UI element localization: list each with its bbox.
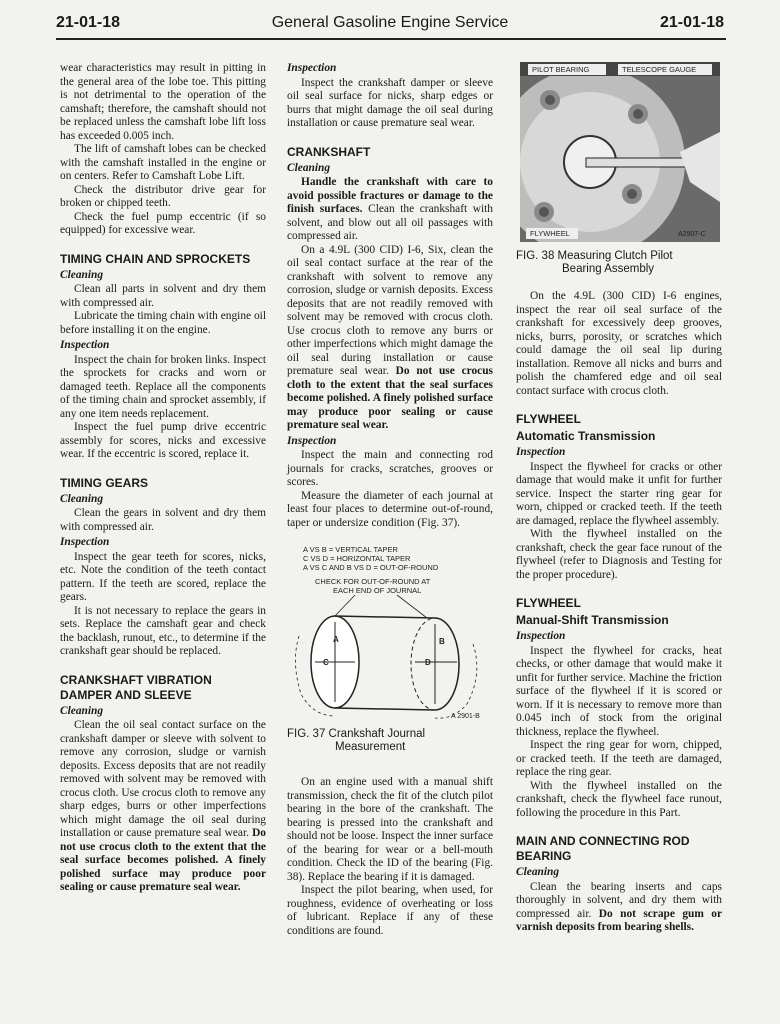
- section-heading: CRANKSHAFT: [287, 144, 371, 159]
- warning-text: Do not scrape gum or varnish deposits from bearing shells.: [516, 907, 722, 933]
- label-a: A: [333, 635, 339, 644]
- column-3: [516, 62, 722, 935]
- paragraph: Check the distributor drive gear for broken or chipped teeth.: [60, 183, 266, 209]
- label-b: B: [439, 637, 445, 646]
- paragraph: [287, 244, 493, 433]
- subheading: Inspection: [60, 339, 110, 351]
- subheading: Cleaning: [516, 866, 560, 878]
- subheading: Inspection: [287, 434, 337, 447]
- paragraph: Measure the diameter of each journal at least four places to determine out-of-round, taper or undersize condition (Fig. 37).: [287, 489, 493, 529]
- figure-caption: [516, 250, 722, 276]
- paragraph: [287, 176, 493, 244]
- caption-line: FIG. 37 Crankshaft Journal: [287, 728, 426, 740]
- paragraph: It is not necessary to replace the gears in sets. Replace the camshaft gear and check the backlash, runout, etc., to determine if the crankshaft gear should be replaced.: [60, 604, 266, 657]
- paragraph: With the flywheel installed on the crankshaft, check the gear face runout of the flywheel (refer to Diagnosis and Testing for the proper procedure).: [516, 528, 722, 581]
- photo-pilot-bearing: [520, 62, 720, 242]
- section-heading: TIMING CHAIN AND SPROCKETS: [60, 251, 251, 266]
- subheading: Cleaning: [60, 704, 104, 717]
- figure-38: [516, 62, 722, 276]
- page-header: [0, 12, 780, 36]
- caption-line: Bearing Assembly: [562, 263, 655, 275]
- subheading: Cleaning: [287, 161, 331, 174]
- callout-text: EACH END OF JOURNAL: [333, 586, 422, 595]
- photo-label: PILOT BEARING: [532, 65, 590, 74]
- callout-text: CHECK FOR OUT-OF-ROUND AT: [315, 577, 431, 586]
- figure-37: [287, 544, 493, 754]
- figure-code: A2907-C: [678, 231, 706, 238]
- paragraph: Lubricate the timing chain with engine oil before installing it on the engine.: [60, 310, 266, 336]
- section-heading: FLYWHEEL: [516, 596, 581, 610]
- paragraph: wear characteristics may result in pitting in the general area of the lobe toe. This pitting is not detrimental to the operation of the camshaft; therefore, the camshaft should not be replaced unless the camshaft lobe lift loss has exceeded 0.005 inch.: [60, 62, 266, 142]
- paragraph: Inspect the ring gear for worn, chipped, or cracked teeth. If the teeth are damaged, replace the ring gear.: [516, 739, 722, 778]
- photo-label: FLYWHEEL: [530, 229, 570, 238]
- subsection-heading: Automatic Transmission: [516, 429, 656, 443]
- paragraph: [60, 719, 266, 895]
- running-title: General Gasoline Engine Service: [271, 14, 509, 31]
- page-number-right: 21-01-18: [659, 14, 724, 31]
- photo-label: TELESCOPE GAUGE: [622, 65, 697, 74]
- subheading: Inspection: [516, 630, 566, 642]
- paragraph: Inspect the flywheel for cracks or other damage that would make it unfit for further service. Inspect the starter ring gear for worn, chipped or cracked teeth. If the teeth are damaged, replace the flywheel assembly.: [516, 460, 722, 527]
- paragraph-text: Clean the oil seal contact surface on the crankshaft damper or sleeve with solvent to remove any corrosion, sludge or varnish deposits. Excess deposits that are not readily removed with solvent may be removed with crocus cloth. Use crocus cloth to remove any sharp edges, burrs or other imperfections which might damage the oil seal during installation or cause premature seal wear.: [60, 719, 266, 839]
- paragraph: Inspect the main and connecting rod journals for cracks, scratches, grooves or scores.: [287, 449, 493, 488]
- figure-caption: [287, 728, 493, 754]
- legend-line: A VS C AND B VS D = OUT-OF-ROUND: [303, 563, 439, 572]
- section-heading: FLYWHEEL: [516, 412, 581, 426]
- header-rule: [56, 38, 726, 40]
- paragraph: Inspect the flywheel for cracks, heat checks, or other damage that would make it unfit for further service. Machine the friction surface of the flywheel if it is scored or worn. If it is necessary to remove more than 0.045 inch of stock from the original thickness, replace the flywheel.: [516, 644, 722, 738]
- subheading: Inspection: [516, 446, 566, 458]
- paragraph: The lift of camshaft lobes can be checked with the camshaft installed in the engine or on centers. Refer to Camshaft Lobe Lift.: [60, 143, 266, 182]
- subheading: Cleaning: [60, 492, 104, 505]
- section-heading: MAIN AND CONNECTING ROD BEARING: [516, 834, 690, 863]
- label-c: C: [323, 658, 329, 667]
- warning-text: Do not use crocus cloth to the extent that the seal surface becomes polished. A finely polished surface may produce poor sealing or cause premature seal wear.: [60, 827, 266, 893]
- paragraph-text: Clean the bearing inserts and caps thoroughly in solvent, and dry them with compressed air.: [516, 880, 722, 920]
- pilot-bearing-photo: [520, 62, 720, 242]
- legend-line: A VS B = VERTICAL TAPER: [303, 545, 398, 554]
- paragraph: [516, 881, 722, 935]
- paragraph-text: On a 4.9L (300 CID) I-6, Six, clean the oil seal contact surface at the rear of the crankshaft with solvent to remove any corrosion, sludge or varnish deposits. Excess deposits that are not readily removed with solvent may be removed with crocus cloth. Use crocus cloth to remove any burrs or other imperfections which might damage the oil seal during installation or cause premature seal wear.: [287, 243, 493, 377]
- paragraph-text: Clean the crankshaft with solvent, and blow out all oil passages with compressed air.: [287, 203, 493, 242]
- legend-line: C VS D = HORIZONTAL TAPER: [303, 554, 411, 563]
- caption-line: Measurement: [335, 741, 406, 753]
- subsection-heading: Manual-Shift Transmission: [516, 613, 669, 627]
- paragraph: On the 4.9L (300 CID) I-6 engines, inspect the rear oil seal surface of the crankshaft for excessively deep grooves, nicks, burrs, porosity, or scratches which could damage the oil seal lip during installation. Remove all nicks and burrs and polish the chamfered edge and oil seal contact surface with crocus cloth.: [516, 290, 722, 397]
- caption-line: FIG. 38 Measuring Clutch Pilot: [516, 250, 673, 262]
- subheading: Inspection: [287, 62, 337, 74]
- subheading: Cleaning: [60, 268, 104, 281]
- label-d: D: [425, 658, 431, 667]
- paragraph: Inspect the pilot bearing, when used, for roughness, evidence of overheating or loss of lubricant. Replace if any of these conditions are found.: [287, 884, 493, 937]
- figure-code: A 2901-B: [451, 713, 480, 720]
- paragraph: Inspect the chain for broken links. Inspect the sprockets for cracks and worn or damaged teeth. Replace all the components of the timing chain and sprocket assembly, if any one item needs replacement.: [60, 353, 266, 420]
- section-heading: TIMING GEARS: [60, 475, 149, 490]
- section-heading: CRANKSHAFT VIBRATION DAMPER AND SLEEVE: [60, 672, 212, 702]
- column-2: [287, 62, 493, 938]
- paragraph: Inspect the crankshaft damper or sleeve oil seal surface for nicks, sharp edges or burrs that might damage the oil seal during installation or cause premature seal wear.: [287, 76, 493, 129]
- subheading: Inspection: [60, 536, 110, 548]
- paragraph: Inspect the gear teeth for scores, nicks, etc. Note the condition of the teeth contact pattern. If the teeth are scored, replace the gears.: [60, 550, 266, 603]
- paragraph: Check the fuel pump eccentric (if so equipped) for excessive wear.: [60, 210, 266, 236]
- page-number-left: 21-01-18: [56, 14, 121, 31]
- warning-text: Do not use crocus cloth to the extent that the seal surfaces become polished. A finely polished surface may produce poor sealing or cause premature seal wear.: [287, 365, 493, 431]
- warning-text: Handle the crankshaft with care to avoid possible fractures or damage to the finish surfaces.: [287, 176, 493, 215]
- paragraph: With the flywheel installed on the crankshaft, check the flywheel face runout, following the procedure in this Part.: [516, 779, 722, 819]
- journal-diagram: [287, 544, 493, 722]
- paragraph: Clean all parts in solvent and dry them with compressed air.: [60, 283, 266, 309]
- paragraph: On an engine used with a manual shift transmission, check the fit of the clutch pilot bearing in the bore of the crankshaft. The bearing is pressed into the crankshaft and should not be loose. Inspect the inner surface of the bearing for wear or a bell-mouth condition. Check the ID of the bearing (Fig. 38). Replace the bearing if it is damaged.: [287, 776, 493, 883]
- column-1: [60, 62, 266, 895]
- paragraph: Clean the gears in solvent and dry them with compressed air.: [60, 507, 266, 533]
- paragraph: Inspect the fuel pump drive eccentric assembly for scores, nicks and excessive wear. If the eccentric is scored, replace it.: [60, 421, 266, 460]
